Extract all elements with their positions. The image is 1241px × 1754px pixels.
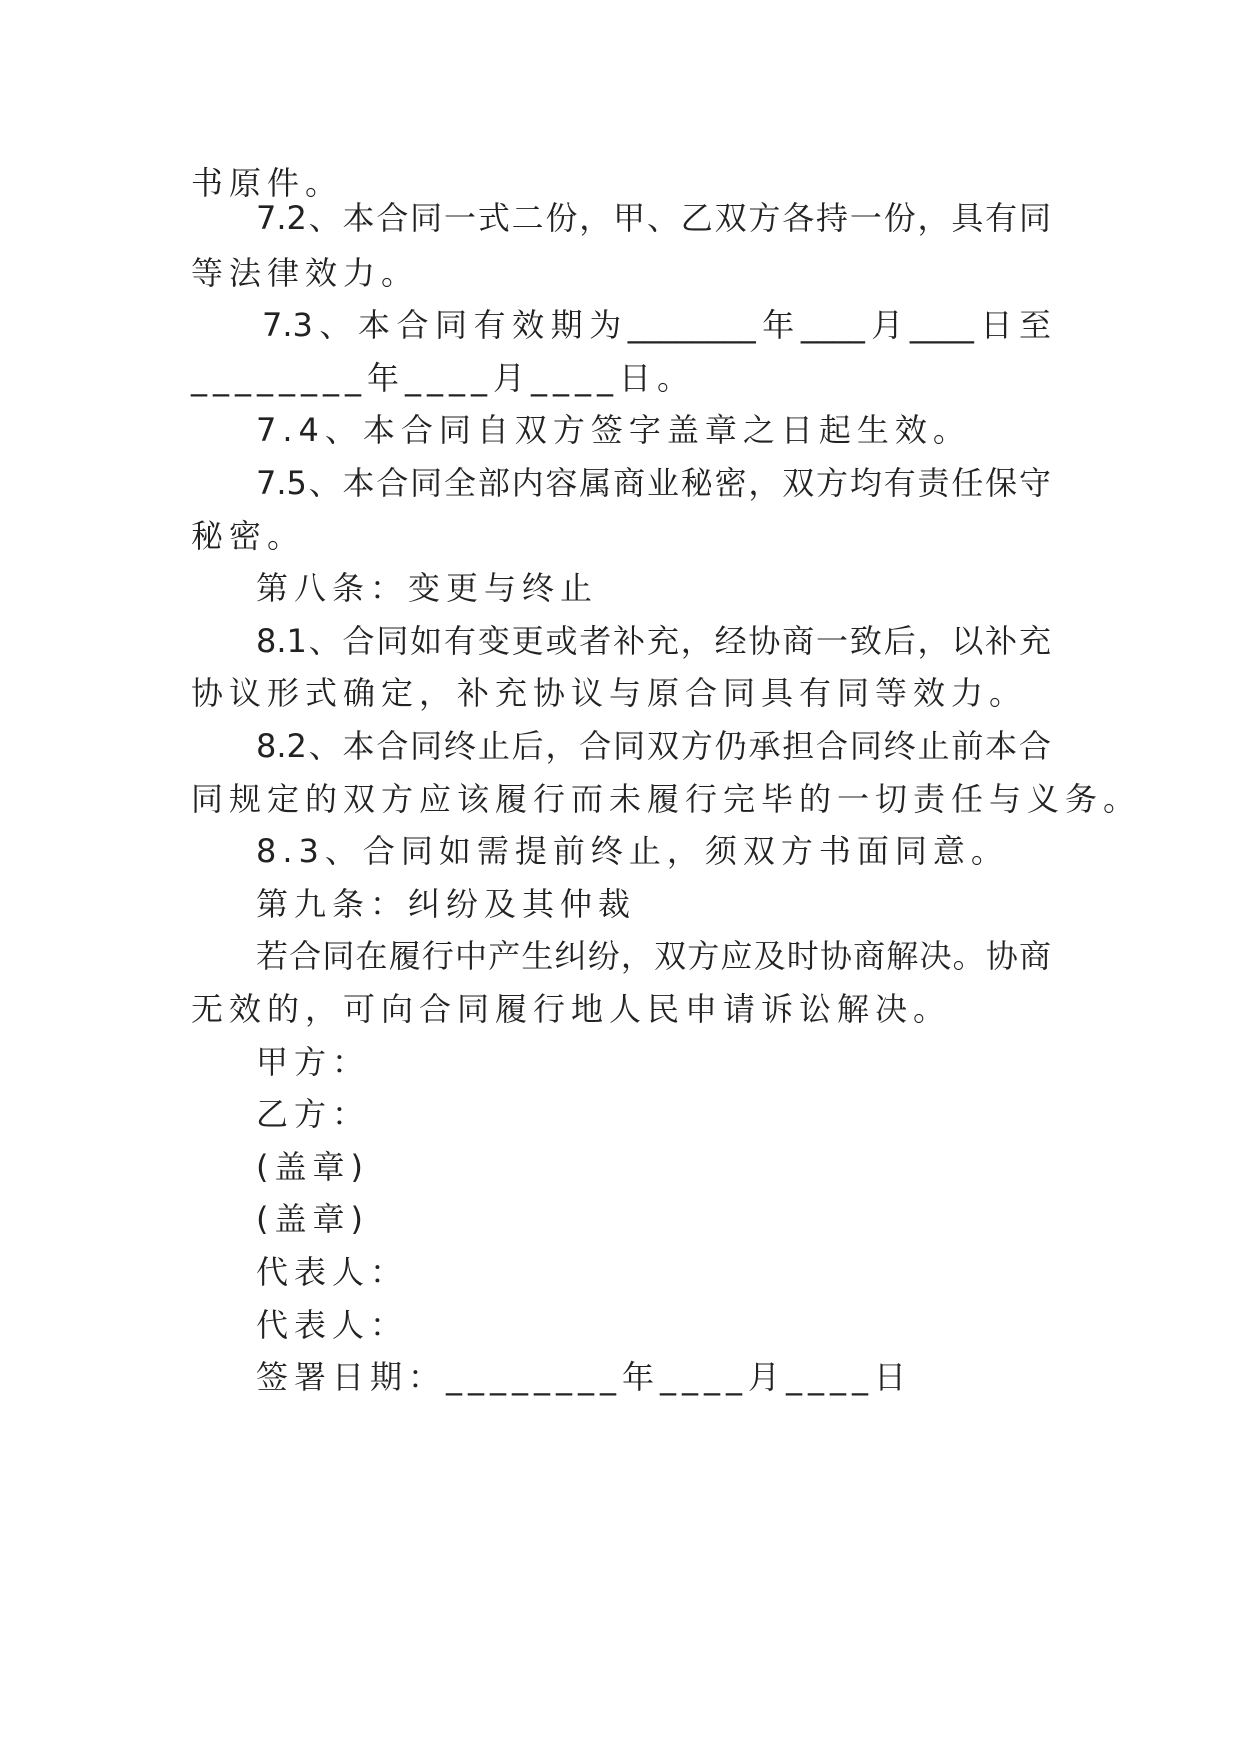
paragraph-line: 无效的，可向合同履行地人民申请诉讼解决。: [191, 990, 952, 1028]
clause-7-3: 7.3、本合同有效期为________年____月____日至: [262, 306, 1051, 344]
clause-7-5: 7.5、本合同全部内容属商业秘密，双方均有责任保守: [256, 464, 1051, 502]
representative-label: 代表人：: [256, 1306, 409, 1344]
paragraph-line: 协议形式确定，补充协议与原合同具有同等效力。: [191, 674, 1028, 712]
paragraph-line: ________年____月____日。: [191, 359, 696, 397]
article-8-heading: 第八条：变更与终止: [256, 569, 599, 607]
seal-label: (盖章): [256, 1200, 369, 1238]
article-9-heading: 第九条：纠纷及其仲裁: [256, 885, 637, 923]
dispute-paragraph: 若合同在履行中产生纠纷，双方应及时协商解决。协商: [256, 937, 1051, 975]
clause-8-2: 8.2、本合同终止后，合同双方仍承担合同终止前本合: [256, 727, 1051, 765]
representative-label: 代表人：: [256, 1253, 409, 1291]
clause-8-1: 8.1、合同如有变更或者补充，经协商一致后，以补充: [256, 622, 1051, 660]
paragraph-line: 同规定的双方应该履行而未履行完毕的一切责任与义务。: [191, 780, 1142, 818]
paragraph-line: 秘密。: [191, 517, 306, 555]
seal-label: (盖章): [256, 1148, 369, 1186]
paragraph-line: 等法律效力。: [191, 254, 420, 292]
party-b-label: 乙方：: [256, 1095, 371, 1133]
party-a-label: 甲方：: [256, 1043, 371, 1081]
signing-date-label: 签署日期：________年____月____日: [256, 1358, 913, 1396]
paragraph-line: 书原件。: [191, 164, 344, 202]
clause-7-4: 7.4、本合同自双方签字盖章之日起生效。: [256, 411, 971, 449]
clause-7-2: 7.2、本合同一式二份，甲、乙双方各持一份，具有同: [256, 199, 1051, 237]
clause-8-3: 8.3、合同如需提前终止，须双方书面同意。: [256, 832, 1009, 870]
